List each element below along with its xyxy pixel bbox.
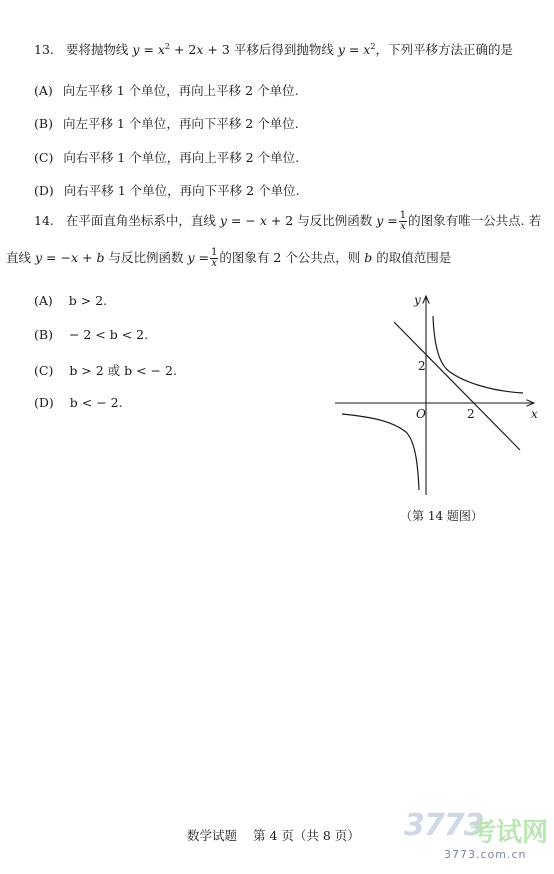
q13-stem-mid: 平移后得到抛物线	[233, 42, 334, 57]
q14-option-a	[34, 293, 107, 308]
page-footer	[187, 826, 360, 844]
watermark-brand: 考试网	[470, 818, 549, 848]
option-text: b < − 2.	[69, 395, 123, 410]
q14-number: 14.	[34, 213, 54, 228]
option-label: (D)	[34, 183, 54, 198]
option-label: (B)	[34, 116, 53, 131]
watermark	[400, 808, 550, 868]
hyperbola-branch-q3	[342, 414, 419, 490]
footer-page: 第 4 页（共 8 页）	[253, 828, 360, 843]
y-tick-label: 2	[418, 359, 426, 373]
q14-line2-post: 的图象有 2 个公共点，则	[219, 250, 361, 265]
option-text: 向右平移 1 个单位，再向下平移 2 个单位.	[63, 183, 300, 198]
q14-stem-line2: 直线 y = −x + b 与反比例函数 y = $\frac{1}{x}$ 的图象有 2 个公共点，则 b 的取值范围是	[6, 247, 452, 269]
q13-number: 13.	[34, 42, 54, 57]
option-text: 向右平移 1 个单位，再向上平移 2 个单位.	[63, 150, 300, 165]
option-text: 向左平移 1 个单位，再向上平移 2 个单位.	[62, 83, 299, 98]
fraction-one-over-x: $\frac{1}{x}$	[399, 210, 407, 232]
option-text: 向左平移 1 个单位，再向下平移 2 个单位.	[62, 116, 299, 131]
option-label: (B)	[34, 327, 53, 342]
option-text: − 2 < b < 2.	[68, 327, 149, 342]
figure-caption: （第 14 题图）	[400, 509, 483, 523]
option-label: (D)	[34, 395, 54, 410]
q14-line1-mid: 与反比例函数	[297, 213, 373, 228]
q14-line2-mid: 与反比例函数	[108, 250, 184, 265]
footer-subject: 数学试题	[187, 828, 238, 843]
q13-option-a	[34, 81, 299, 99]
option-label: (A)	[34, 293, 53, 308]
q14-figure	[330, 290, 546, 502]
watermark-url: 3773.com.cn	[444, 848, 527, 861]
q14-line1-pre: 在平面直角坐标系中，直线	[65, 213, 216, 228]
option-label: (C)	[34, 150, 54, 165]
option-label: (A)	[34, 83, 53, 98]
watermark-number: 3773	[404, 808, 484, 843]
q14-option-c	[34, 361, 177, 379]
q13-stem-pre: 要将抛物线	[65, 42, 129, 57]
q14-line1-post: 的图象有唯一公共点. 若	[408, 213, 542, 228]
option-text: b > 2 或 b < − 2.	[69, 363, 177, 378]
q13-stem-post: ，下列平移方法正确的是	[375, 42, 513, 57]
q14-option-b	[34, 327, 148, 342]
q13-option-b	[34, 114, 299, 132]
option-label: (C)	[34, 363, 54, 378]
q13-option-d	[34, 181, 300, 199]
option-text: b > 2.	[68, 293, 108, 308]
fraction-one-over-x: $\frac{1}{x}$	[210, 247, 218, 269]
q13-stem: 13. 要将抛物线 $y = x^2 + 2x + 3$ 平移后得到抛物线 $y = x^2$，下列平移方法正确的是	[34, 42, 513, 57]
x-tick-label: 2	[467, 407, 475, 421]
q14-line2-end: 的取值范围是	[376, 250, 452, 265]
q14-option-d	[34, 395, 123, 410]
hyperbola-branch-q1	[433, 316, 523, 393]
q13-option-c	[34, 148, 299, 166]
y-axis-label: y	[414, 293, 421, 307]
origin-label: O	[416, 407, 426, 421]
q14-line2-pre: 直线	[6, 250, 32, 265]
q14-stem-line1: 14. 在平面直角坐标系中，直线 y = − x + 2 与反比例函数 y = $\frac{1}{x}$ 的图象有唯一公共点. 若	[34, 210, 542, 232]
x-axis-label: x	[531, 407, 538, 421]
line-y-neg-x-plus-2	[394, 322, 520, 450]
